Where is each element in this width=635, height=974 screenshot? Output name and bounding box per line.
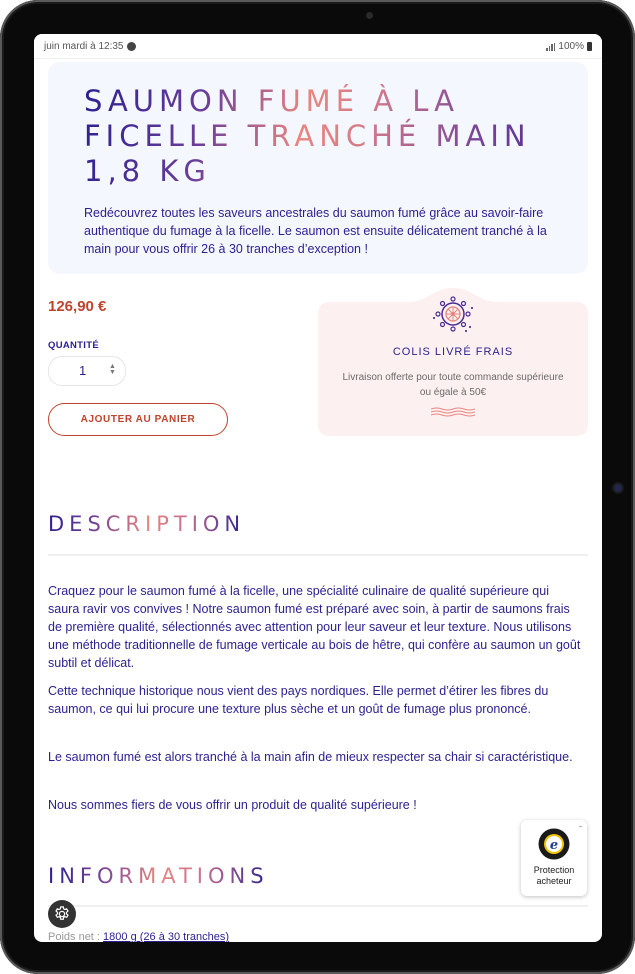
trusted-badge-label: Protection acheteur [533, 865, 575, 886]
waves-decoration-icon [431, 407, 475, 417]
description-paragraph: Le saumon fumé est alors tranché à la main afin de mieux respecter sa chair si caractéristique. [48, 750, 573, 764]
description-paragraph: Cette technique historique nous vient des pays nordiques. Elle permet d’étirer les fibres du saumon, ce qui lui procure une texture plus sèche et un goût de fumage plus prononcé. [48, 684, 549, 716]
product-intro: Redécouvrez toutes les saveurs ancestrales du saumon fumé grâce au savoir-faire authentique du fumage à la ficelle. Le saumon est ensuite délicatement tranché à la main pour vous offrir 26 à 30 tranches d’exception ! [84, 206, 547, 256]
front-camera [366, 12, 373, 19]
settings-button[interactable] [48, 900, 76, 928]
informations-heading: INFORMATIONS [48, 864, 269, 888]
product-title: SAUMON FUMÉ À LA FICELLE TRANCHÉ MAIN 1,8 KG [84, 84, 564, 189]
status-time: juin mardi à 12:35 [44, 41, 124, 52]
net-weight-value[interactable]: 1800 g (26 à 30 tranches) [103, 931, 230, 942]
informations-divider [48, 905, 588, 907]
description-paragraph: Craquez pour le saumon fumé à la ficelle, une spécialité culinaire de qualité supérieure qui saura ravir vos convives ! Notre saumon fumé est préparé avec soin, à partir de saumons frais de première qualité, sélectionnés avec attention pour leur saveur et leur texture. Nous utilisons une méthode traditionnelle de fumage verticale au bois de hêtre, qui confère au saumon un goût subtil et délicat. [48, 584, 581, 670]
quantity-label: QUANTITÉ [48, 340, 99, 351]
signal-icon [546, 43, 555, 51]
shipping-title: COLIS LIVRÉ FRAIS [392, 346, 514, 358]
description-divider [48, 554, 588, 556]
net-weight [48, 931, 229, 942]
battery-percent: 100% [558, 41, 584, 52]
screen [34, 34, 602, 942]
product-hero [48, 62, 588, 274]
gear-icon [53, 905, 71, 923]
battery-icon [587, 42, 592, 51]
side-sensor [614, 484, 622, 492]
more-options-icon[interactable]: ... [578, 820, 582, 829]
net-weight-label: Poids net : [48, 931, 100, 942]
shipping-text: Livraison offerte pour toute commande supérieure ou égale à 50€ [342, 372, 564, 398]
ship-wheel-icon [430, 294, 476, 334]
quantity-stepper[interactable] [48, 356, 126, 386]
add-to-cart-button[interactable]: AJOUTER AU PANIER [48, 403, 228, 436]
shipping-card [318, 288, 588, 436]
product-price: 126,90 € [48, 298, 107, 315]
svg-text:e: e [549, 838, 559, 853]
stepper-arrows-icon[interactable]: ▲ ▼ [109, 363, 116, 376]
trusted-shops-seal-icon [538, 828, 570, 860]
trusted-shops-badge[interactable] [521, 820, 587, 896]
quantity-value[interactable]: 1 [79, 363, 87, 378]
description-heading: DESCRIPTION [48, 512, 246, 536]
spotify-icon [127, 42, 136, 51]
status-bar [34, 34, 602, 59]
description-paragraph: Nous sommes fiers de vous offrir un produit de qualité supérieure ! [48, 798, 417, 812]
